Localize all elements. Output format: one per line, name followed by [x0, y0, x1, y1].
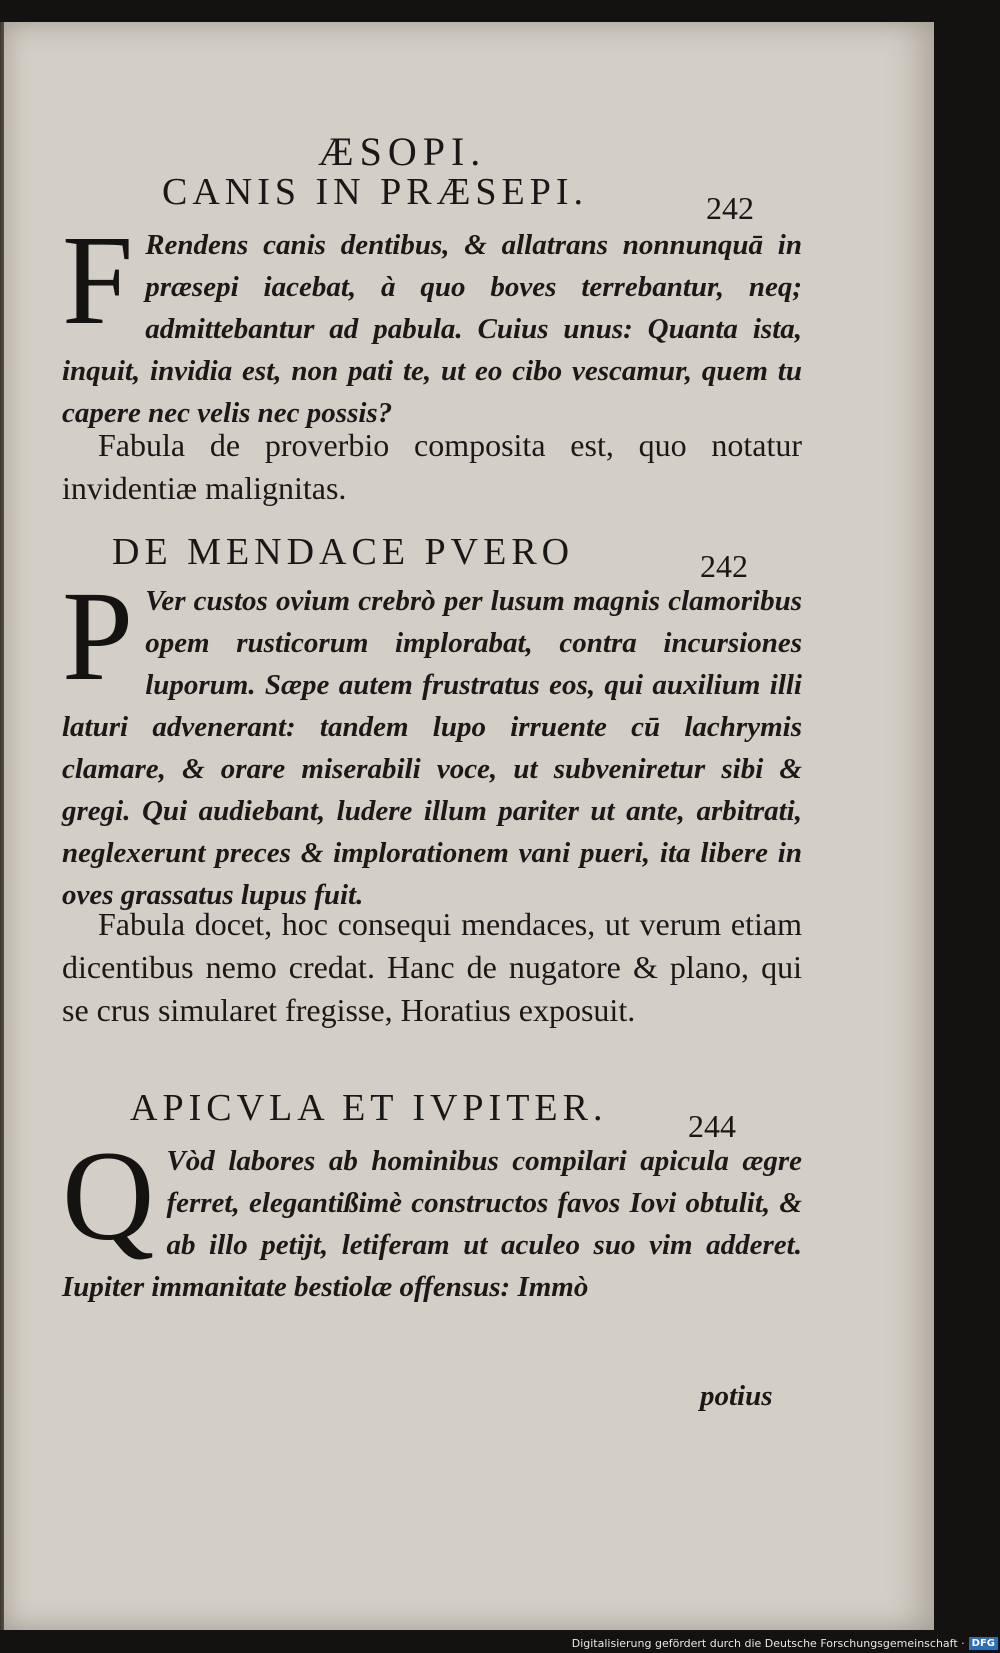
- fable-title-mendace: DE MENDACE PVERO: [112, 531, 575, 573]
- fable-body: Ver custos ovium crebrò per lusum magnis clamoribus opem rusticorum implorabat, contra incursiones luporum. Sæpe autem frustratus eos, qui auxilium illi laturi advenerant: tandem lupo irruente cū lachrymis clamare, & orare miserabili voce, ut subveniretur sibi & gregi. Qui audiebant, ludere illum pariter ut ante, arbitrati, neglexerunt preces & implorationem vani pueri, ita libere in oves grassatus lupus fuit.: [62, 585, 802, 911]
- fable-title-apicula: APICVLA ET IVPITER.: [130, 1087, 608, 1129]
- fable-moral-mendace: Fabula docet, hoc consequi mendaces, ut verum etiam dicentibus nemo credat. Hanc de nugatore & plano, qui se crus simularet fregisse, Horatius exposuit.: [62, 906, 802, 1028]
- footer-text: Digitalisierung gefördert durch die Deutsche Forschungsgemeinschaft ·: [571, 1636, 965, 1650]
- drop-cap-initial: F: [62, 209, 134, 351]
- fable-body: Rendens canis dentibus, & allatrans nonnunquā in præsepi iacebat, à quo boves terrebantur, neq; admittebantur ad pabula. Cuius unus: Quanta ista, inquit, invidia est, non pati te, ut eo cibo vescamur, quem tu capere nec velis nec possis?: [62, 229, 802, 429]
- fable-body: Vòd labores ab hominibus compilari apicula ægre ferret, elegantißimè constructos favos Iovi obtulit, & ab illo petijt, letiferam ut aculeo suo vim adderet. Iupiter immanitate bestiolæ offensus: Immò: [62, 1145, 802, 1303]
- drop-cap-initial: P: [62, 565, 134, 707]
- drop-cap-initial: Q: [62, 1125, 155, 1267]
- fable-text-canis: [62, 209, 802, 434]
- fable-number-apicula: 244: [688, 1108, 736, 1144]
- dfg-logo: DFG: [969, 1637, 998, 1650]
- fable-moral-canis: Fabula de proverbio composita est, quo notatur invidentiæ malignitas.: [62, 427, 802, 506]
- running-head: ÆSOPI.: [318, 129, 487, 174]
- fable-number-canis: 242: [706, 190, 754, 226]
- catchword: potius: [700, 1380, 773, 1412]
- fable-title-canis: CANIS IN PRÆSEPI.: [162, 171, 589, 213]
- fable-number-mendace: 242: [700, 548, 748, 584]
- digitization-footer: [572, 1633, 1000, 1653]
